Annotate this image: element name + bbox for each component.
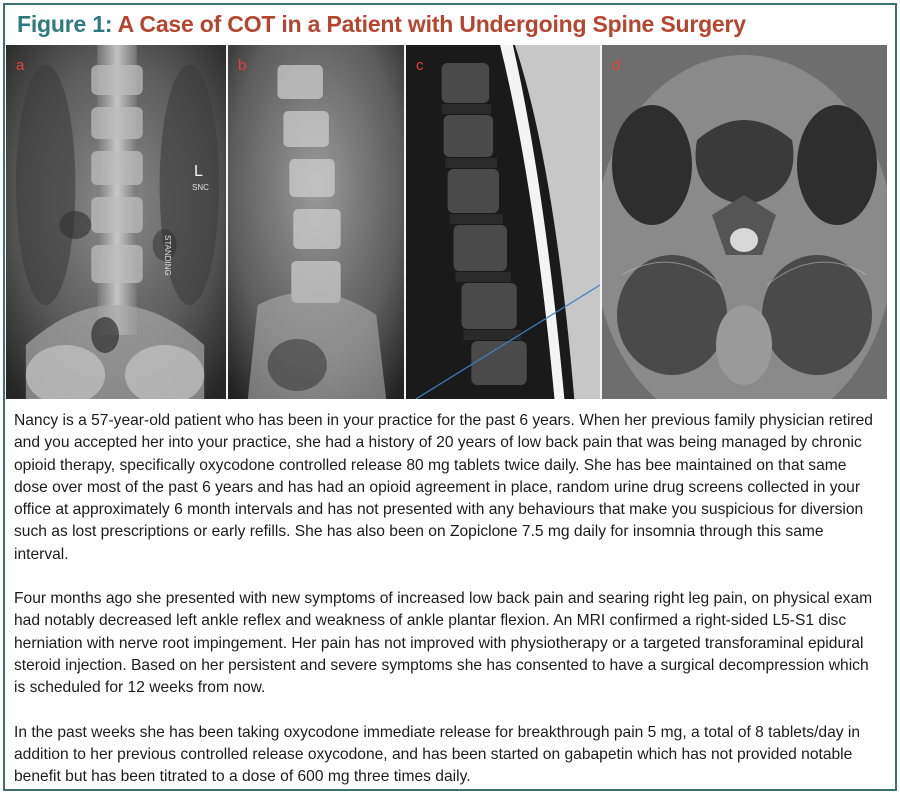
panel-b-lateral-xray <box>228 45 406 399</box>
xray-ap-image <box>6 45 226 399</box>
figure-caption-title: A Case of COT in a Patient with Undergoing Spine Surgery <box>117 11 746 37</box>
paragraph-presentation: Four months ago she presented with new symptoms of increased low back pain and searing right leg pain, on physical exam had notably decreased left ankle reflex and weakness of ankle plantar flexion. An MRI confirmed a right-sided L5-S1 disc herniation with nerve root impingement. Her pain has not improved with physiotherapy or a targeted transforaminal epidural steroid injection. Based on her persistent and severe symptoms she has consented to have a surgical decompression which is scheduled for 12 weeks from now. <box>14 590 873 697</box>
image-strip <box>6 45 887 399</box>
mri-axial-image <box>602 45 887 399</box>
panel-d-axial-mri <box>602 45 887 399</box>
paragraph-current-meds: In the past weeks she has been taking oxycodone immediate release for breakthrough pain 5 mg, a total of 8 tablets/day in addition to her previous controlled release oxycodone, and has been started on gabapetin which has not provided notable benefit but has been titrated to a dose of 600 mg three times daily. <box>14 723 861 786</box>
xray-standing-marker: STANDING <box>163 235 172 276</box>
panel-c-sagittal-mri <box>406 45 602 399</box>
figure-number: Figure 1: <box>17 11 113 37</box>
panel-label-a: a <box>16 57 25 74</box>
case-description <box>14 410 880 788</box>
panel-label-b: b <box>238 57 247 74</box>
panel-a-ap-xray <box>6 45 228 399</box>
xray-lateral-image <box>228 45 404 399</box>
mri-sagittal-image <box>406 45 600 399</box>
panel-label-d: d <box>612 57 621 74</box>
panel-label-c: c <box>416 57 424 74</box>
xray-side-marker-sub: SNC <box>192 183 209 192</box>
paragraph-history: Nancy is a 57-year-old patient who has been in your practice for the past 6 years. When her previous family physician retired and you accepted her into your practice, she had a history of 20 years of low back pain that was being managed by chronic opioid therapy, specifically oxycodone controlled release 80 mg tablets twice daily. She has bee maintained on that same dose over most of the past 6 years and has had an opioid agreement in place, random urine drug screens collected in your office at approximately 6 month intervals and has not presented with any behaviours that make you suspicious for diversion such as lost prescriptions or early refills. She has also been on Zopiclone 7.5 mg daily for insomnia through this same interval. <box>14 412 873 563</box>
xray-side-marker: L <box>194 163 203 180</box>
figure-title <box>5 5 895 45</box>
